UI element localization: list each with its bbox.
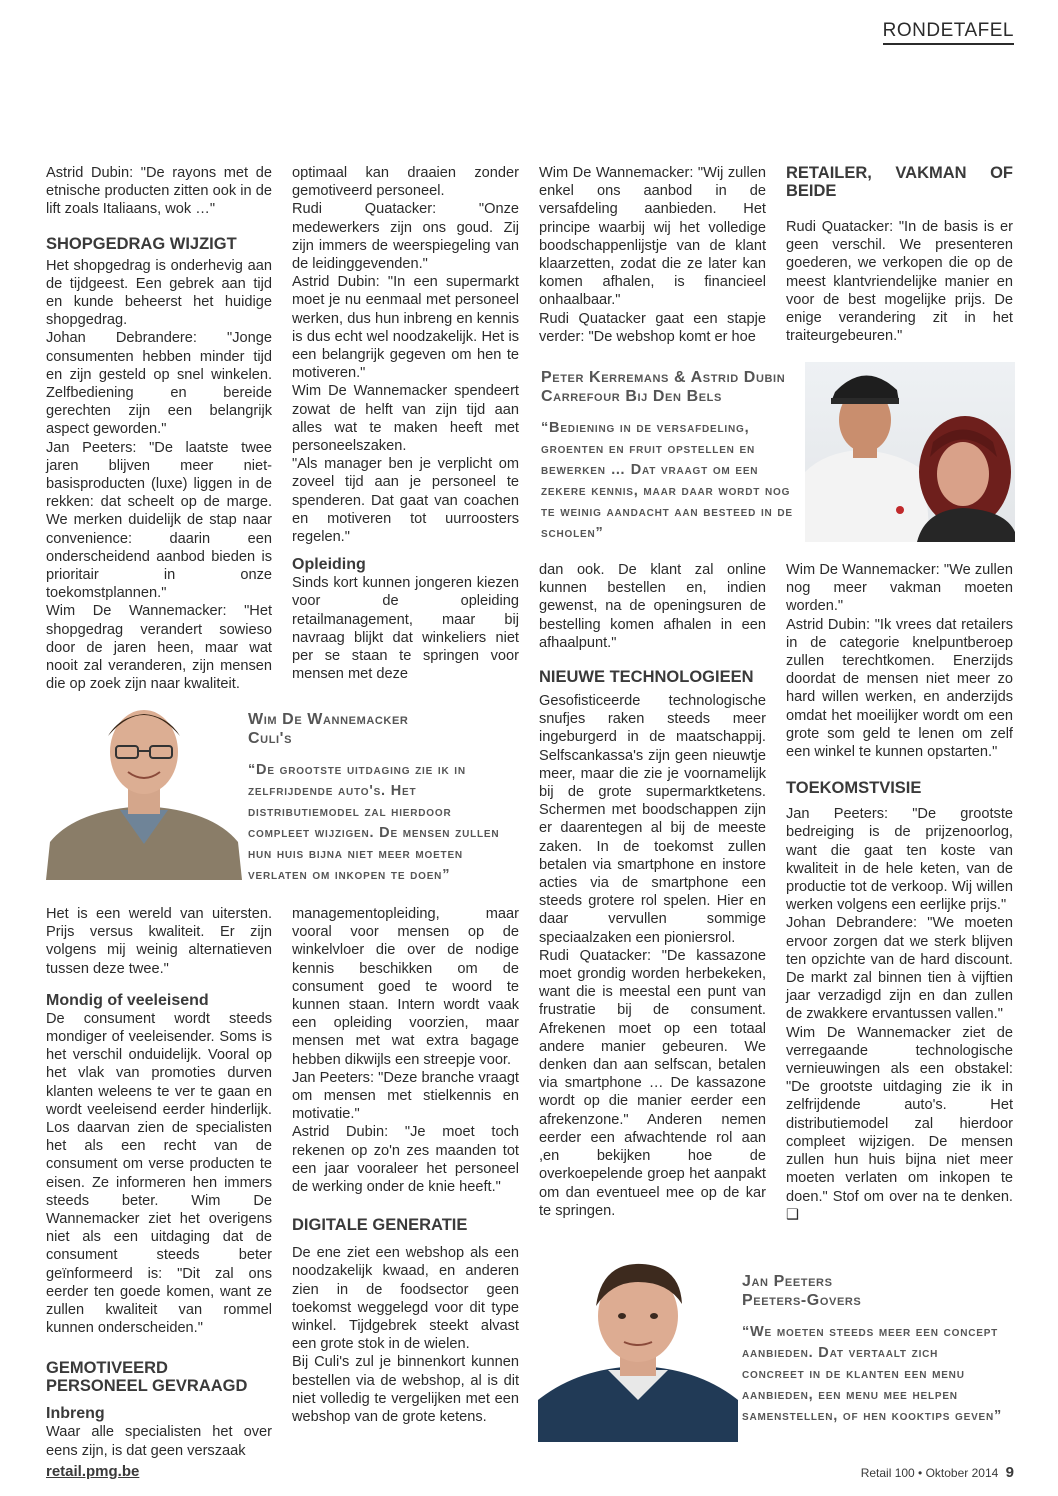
column-4-bottom [786,561,1013,1224]
footer-issue-label: Retail 100 • Oktober 2014 [860,1466,999,1480]
photo-wim [46,692,242,880]
footer-url-link[interactable]: retail.pmg.be [46,1463,140,1480]
paragraph: Sinds kort kunnen jongeren kiezen voor de opleiding retailmanagement, maar bij navraag blijkt dat winkeliers niet per se staan te springen voor mensen met deze [292,575,519,683]
heading-gemotiveerd: GEMOTIVEERD PERSONEEL GEVRAAGD [46,1359,248,1396]
heading-retailer: RETAILER, VAKMAN OF BEIDE [786,164,1013,200]
paragraph: Het shopgedrag is onderhevig aan de tijdgeest. Een gebrek aan tijd en kunde beheerst het huidige shopgedrag. [46,257,272,329]
paragraph: Wim De Wannemacker: "Het shopgedrag verandert sowieso door de jaren heen, maar wat nooit zal veranderen, zijn mensen die op zoek zijn naar kwaliteit. [46,603,272,693]
paragraph: Waar alle specialisten het over eens zijn, is dat geen verszaak [46,1424,272,1459]
column-4-top [786,164,1013,345]
section-tag: RONDETAFEL [883,20,1014,45]
paragraph: dan ook. De klant zal online kunnen bestellen en, indien gewenst, na de openingsuren de bestelling komen afhalen in een afhaalpunt." [539,562,766,651]
quote-jan-text: “We moeten steeds meer een concept aanbieden. Dat vertaalt zich concreet in de klanten een menu aanbieden, een menu mee helpen samenstellen, of hen kooktips geven” [742,1324,1003,1424]
column-1-bottom [46,905,272,1460]
column-2-top [292,164,519,683]
paragraph: Wim De Wannemacker spendeert zowat de helft van zijn tijd aan alles wat te maken heeft met personeelszaken. [292,383,519,455]
paragraph: Astrid Dubin: "Ik vrees dat retailers in de categorie knelpuntberoep zullen terechtkomen. Enerzijds doordat de mensen niet meer zo hard willen werken, en anderzijds omdat het moeilijker wordt om een grote som geld te lenen om zelf een winkel te kunnen opstarten." [786,616,1013,761]
paragraph: Gesofisticeerde technologische snufjes raken steeds meer ingeburgerd in de maatschappij. Selfscankassa's zijn geen nieuwtje meer, maar die zie je voornamelijk bij de grote supermarktketens. Schermen met boodschappen zijn er daarentegen al bij de meeste zaken. In de toekomst zullen betalen via smartphone en instore acties via de smartphone een steeds grotere rol spelen. Hier en daar vervullen sommige speciaalzaken een pioniersrol. [539,693,766,946]
page-number: 9 [1005,1464,1014,1481]
paragraph: optimaal kan draaien zonder gemotiveerd personeel. [292,165,519,200]
heading-technologie: NIEUWE TECHNOLOGIEEN [539,668,754,687]
paragraph: De ene ziet een webshop als een noodzakelijk kwaad, en anderen zien in de foodsector geen toekomst weggelegd voor dit type winkel. Tijdgebrek steekt alvast een grote stok in de wielen. [292,1245,519,1353]
quote-peter-text: “Bediening in de versafdeling, groenten en fruit opstellen en bewerken … Dat vraagt om een zekere kennis, maar daar wordt nog te weinig aandacht aan besteed in de scholen” [541,420,793,541]
quote-peter-company: Carrefour Bij Den Bels [541,388,722,405]
paragraph: Johan Debrandere: "Jonge consumenten hebben minder tijd en zijn gesteld op snel winkelen. Zelfbediening en bereide gerechten zijn een belangrijk aspect geworden." [46,330,272,438]
heading-inbreng: Inbreng [46,1405,105,1423]
heading-digitale-generatie: DIGITALE GENERATIE [292,1216,468,1235]
paragraph: Wim De Wannemacker: "We zullen nog meer vakman moeten worden." [786,562,1013,615]
heading-opleiding: Opleiding [292,556,366,574]
paragraph: Astrid Dubin: "Je moet toch rekenen op zo'n zes maanden tot een jaar vooraleer het personeel de werking onder de knie heeft." [292,1124,519,1196]
paragraph: Astrid Dubin: "De rayons met de etnische producten zitten ook in de lift zoals Italiaans, wok …" [46,165,272,218]
column-3-top [539,164,766,346]
quote-jan-header [742,1272,1014,1310]
photo-peter-astrid [805,362,1015,542]
heading-toekomstvisie: TOEKOMSTVISIE [786,779,922,798]
paragraph: Jan Peeters: "De laatste twee jaren blijven meer niet-basisproducten (luxe) liggen in de rekken: dat scheelt op de marge. We merken duidelijk de stap naar convenience: daarin een onderscheidend aanbod bieden is prioritair in onze toekomstplannen." [46,439,272,602]
paragraph: managementopleiding, maar vooral voor mensen op de winkelvloer die over de nodige kennis beschikken om de consument goed te woord te kunnen staan. Intern wordt vaak een opleiding voorzien, maar mensen met wat extra bagage hebben dikwijls een streepje voor. [292,906,519,1068]
photo-jan [538,1260,738,1442]
column-3-bottom [539,561,766,1220]
paragraph: Bij Culi's zul je binnenkort kunnen bestellen via de webshop, al is dit niet volledig te vergelijken met een webshop van de grote ketens. [292,1354,519,1426]
paragraph: Jan Peeters: "De grootste bedreiging is de prijzenoorlog, want die gaat ten koste van kwaliteit in de hele keten, van de productie tot de verkoop. Wij willen werken volgens een eerlijke prijs." [786,806,1013,914]
paragraph: Johan Debrandere: "We moeten ervoor zorgen dat we sterk blijven ten opzichte van de hard discount. De markt zal binnen tien à vijftien jaar verzadigd zijn en dan zullen de zwakkere ervantussen vallen." [786,915,1013,1023]
paragraph: Jan Peeters: "Deze branche vraagt om mensen met stielkennis en motivatie." [292,1069,519,1123]
paragraph: "Als manager ben je verplicht om zoveel tijd aan je personeel te spenderen. Dat gaat van coachen en motiveren tot uurroosters regelen." [292,456,519,546]
heading-mondig: Mondig of veeleisend [46,991,209,1009]
paragraph: Rudi Quatacker: "De kassazone moet grondig worden herbekeken, want die is meestal een punt van frustratie bij de consument. Afrekenen moet op een totaal andere manier gebeuren. We denken dan aan selfscan, betalen via smartphone … De kassazone wordt op die manier eerder een afrekenzone." Anderen nemen eerder een afwachtende rol aan ,en bekijken hoe de overkoepelende groep het aanpakt om dan eventueel mee op de kar te springen. [539,947,766,1219]
paragraph: Wim De Wannemacker ziet de verregaande technologische vernieuwingen als een obstakel: "De grootste uitdaging zie ik in zelfrijdende auto's. Het distributiemodel zal hierdoor compleet wijzigen. De mensen zullen hun huis bijna niet meer moeten verlaten om inkopen te doen." Stof om over na te denken. ❑ [786,1024,1013,1223]
paragraph: Het is een wereld van uitersten. Prijs versus kwaliteit. Er zijn volgens mij weinig alternatieven tussen deze twee." [46,906,272,977]
paragraph: Wim De Wannemacker: "Wij zullen enkel ons aanbod in de versafdeling aanbieden. Het principe waarbij wij het volledige boodschappenlijstje van de klant klaarzetten, zodat die ze later kan komen afhalen, is financieel onhaalbaar." [539,165,766,309]
column-2-bottom [292,905,519,1426]
paragraph: Rudi Quatacker: "Onze medewerkers zijn ons goud. Zij zijn immers de weerspiegeling van de leidinggevenden." [292,201,519,273]
footer-issue [861,1464,1014,1481]
quote-wim-header [248,710,518,748]
quote-wim-company: Culi's [248,730,293,747]
paragraph: Astrid Dubin: "In een supermarkt moet je nu eenmaal met personeel werken, dus hun inbreng en kennis is dus echt wel noodzakelijk. Het is een belangrijk gegeven om hen te motiveren." [292,274,519,382]
quote-peter-name: Peter Kerremans & Astrid Dubin [541,369,786,386]
paragraph: De consument wordt steeds mondiger of veeleisender. Soms is het verschil onduidelijk. Vooral op het vlak van promoties durven klanten weleens te ver te gaan en wordt veeleisend eerder hinderlijk. Los daarvan zien de specialisten het als een recht van de consument om verse producten te eisen. Ze informeren hen immers steeds beter. Wim De Wannemacker ziet het overigens niet als een uitdaging dat de consument steeds beter geïnformeerd is: "Dit zal ons eerder ten goede komen, want ze zullen kwaliteit van rommel kunnen onderscheiden." [46,1010,272,1337]
quote-wim-text: “De grootste uitdaging zie ik in zelfrijdende auto's. Het distributiemodel zal hierdoor compleet wijzigen. De mensen zullen hun huis bijna niet meer moeten verlaten om inkopen te doen” [248,762,500,883]
quote-wim-name: Wim De Wannemacker [248,711,409,728]
paragraph: Rudi Quatacker gaat een stapje verder: "De webshop komt er hoe [539,310,766,345]
heading-shopgedrag: SHOPGEDRAG WIJZIGT [46,234,237,253]
column-1-top [46,164,272,693]
paragraph: Rudi Quatacker: "In de basis is er geen verschil. We presenteren goederen, we verkopen die op de meest klantvriendelijke manier en voor de best mogelijke prijs. De enige verandering zit in het traiteurgebeuren." [786,219,1013,345]
quote-jan-name: Jan Peeters [742,1273,833,1290]
quote-jan-company: Peeters-Govers [742,1292,862,1309]
quote-peter-header [541,368,803,406]
